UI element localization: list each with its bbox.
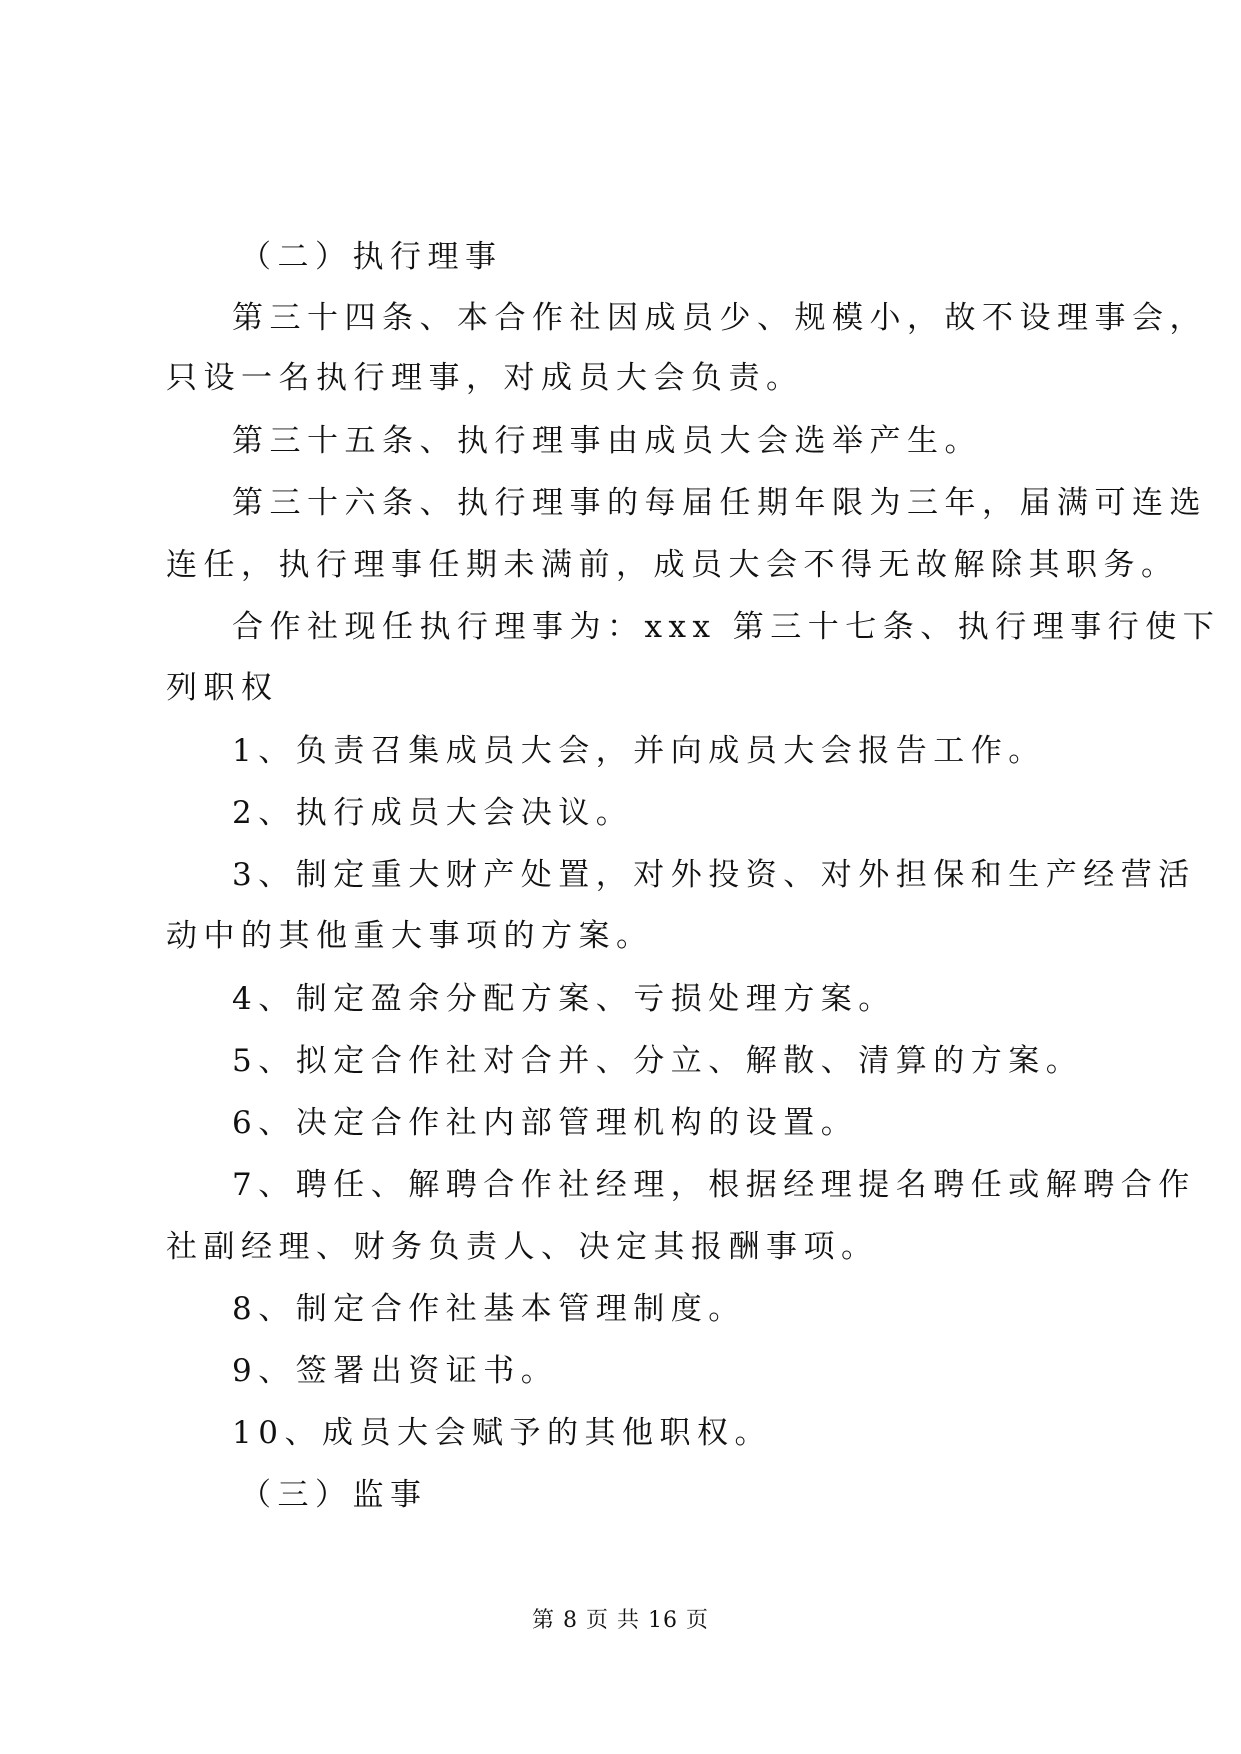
list-item: 8、制定合作社基本管理制度。: [232, 1291, 746, 1327]
page-footer: 第 8 页 共 16 页: [532, 1608, 709, 1633]
paragraph-line: 列职权: [166, 670, 279, 706]
list-item: 9、签署出资证书。: [232, 1353, 559, 1389]
list-item: 10、成员大会赋予的其他职权。: [232, 1415, 772, 1451]
paragraph-line: 合作社现任执行理事为：xxx 第三十七条、执行理事行使下: [232, 609, 1221, 645]
list-item: 1、负责召集成员大会，并向成员大会报告工作。: [232, 733, 1046, 769]
list-item: 5、拟定合作社对合并、分立、解散、清算的方案。: [232, 1043, 1084, 1079]
paragraph-line: 第三十五条、执行理事由成员大会选举产生。: [232, 423, 982, 459]
list-item: 2、执行成员大会决议。: [232, 795, 634, 831]
paragraph-line: 连任，执行理事任期未满前，成员大会不得无故解除其职务。: [166, 547, 1179, 583]
paragraph-line: 第三十六条、执行理事的每届任期年限为三年，届满可连选: [232, 485, 1207, 521]
list-item: 4、制定盈余分配方案、亏损处理方案。: [232, 981, 896, 1017]
paragraph-line: 只设一名执行理事，对成员大会负责。: [166, 360, 804, 396]
section-heading-executive-director: （二）执行理事: [240, 239, 503, 275]
list-item-continuation: 社副经理、财务负责人、决定其报酬事项。: [166, 1229, 879, 1265]
list-item: 7、聘任、解聘合作社经理，根据经理提名聘任或解聘合作: [232, 1167, 1196, 1203]
list-item: 3、制定重大财产处置，对外投资、对外担保和生产经营活: [232, 857, 1196, 893]
section-heading-supervisor: （三）监事: [240, 1477, 428, 1513]
list-item: 6、决定合作社内部管理机构的设置。: [232, 1105, 859, 1141]
paragraph-line: 第三十四条、本合作社因成员少、规模小，故不设理事会，: [232, 300, 1207, 336]
list-item-continuation: 动中的其他重大事项的方案。: [166, 918, 654, 954]
